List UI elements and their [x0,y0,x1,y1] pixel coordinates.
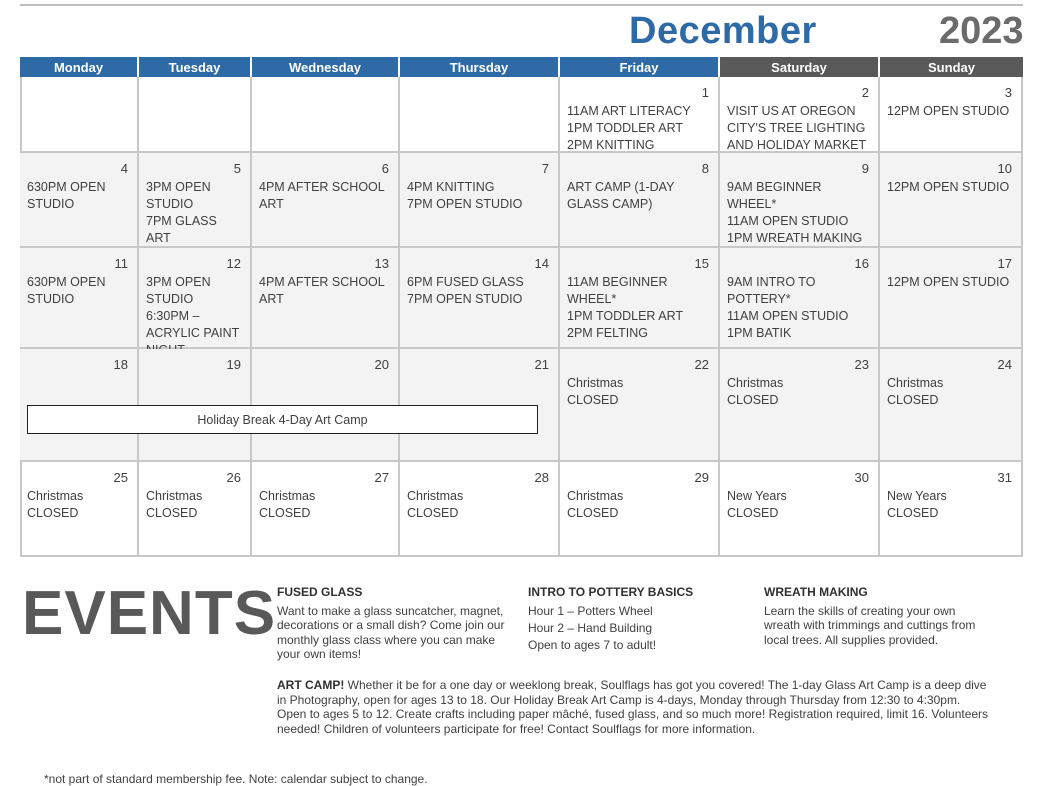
event-entry: CLOSED [887,393,939,407]
day-events [727,103,872,154]
day-number: 11 [114,256,128,271]
day-events [887,375,1015,409]
art-camp-label: ART CAMP! [277,678,345,692]
top-rule [20,4,1023,6]
day-number: 5 [233,161,241,176]
day-number: 9 [861,161,869,176]
event-entry: CLOSED [727,393,779,407]
day-events [727,375,872,409]
event-line: Open to ages 7 to adult! [528,637,657,652]
day-cell-1 [560,77,720,153]
event-entry: VISIT US AT OREGON CITY'S TREE LIGHTING AND HOLIDAY MARKET [727,104,867,152]
day-events [567,375,712,409]
event-pottery [528,585,748,655]
day-events [887,179,1015,196]
day-cell-7 [400,153,560,248]
day-number: 4 [120,161,128,176]
day-cell-6 [252,153,400,248]
day-cell-27 [252,462,400,557]
day-events [259,488,392,522]
event-entry: New Years [727,489,787,503]
event-fused-glass [277,585,507,662]
day-events [146,488,244,522]
event-entry: 11AM OPEN STUDIO [727,309,849,323]
day-events [887,274,1015,291]
event-entry: Christmas [567,376,624,390]
day-number: 13 [374,256,389,271]
event-entry: New Years [887,489,947,503]
day-number: 6 [381,161,389,176]
event-entry: 11AM BEGINNER WHEEL* [567,275,668,306]
event-entry: 7PM OPEN STUDIO [407,197,523,211]
event-entry: Christmas [727,376,784,390]
event-entry: Christmas [567,489,624,503]
day-number: 27 [374,470,389,485]
day-events [727,488,872,522]
year-title: 2023 [939,10,1024,52]
event-entry: CLOSED [407,506,459,520]
weekday-header-tuesday: Tuesday [139,57,252,77]
event-entry: Christmas [27,489,84,503]
day-events [887,488,1015,522]
event-entry: 12PM OPEN STUDIO [887,275,1010,289]
event-entry: 3PM OPEN STUDIO [146,275,211,306]
day-cell-empty-wednesday [252,77,400,153]
weekday-header-monday: Monday [20,57,139,77]
event-line: Hour 1 – Potters Wheel [528,603,653,618]
event-entry: CLOSED [27,506,79,520]
day-number: 26 [226,470,241,485]
day-cell-10 [880,153,1023,248]
event-entry: 11AM ART LITERACY [567,104,691,118]
event-entry: 4PM AFTER SCHOOL ART [259,180,385,211]
day-number: 25 [113,470,128,485]
day-number: 20 [374,357,389,372]
event-entry: CLOSED [567,506,619,520]
day-cell-empty-tuesday [139,77,252,153]
event-heading: FUSED GLASS [277,585,363,599]
event-entry: CLOSED [887,506,939,520]
weekday-header-wednesday: Wednesday [252,57,400,77]
day-events [146,274,244,359]
calendar-grid [20,77,1023,557]
day-number: 7 [541,161,549,176]
event-entry: ART CAMP (1-DAY GLASS CAMP) [567,180,675,211]
day-cell-12 [139,248,252,349]
weekday-header-sunday: Sunday [880,57,1023,77]
art-camp-paragraph [277,678,989,736]
day-cell-25 [20,462,139,557]
day-number: 1 [701,85,709,100]
day-number: 2 [861,85,869,100]
weekday-header-row [20,57,1023,77]
day-cell-26 [139,462,252,557]
day-number: 18 [113,357,128,372]
day-number: 8 [701,161,709,176]
day-cell-14 [400,248,560,349]
day-events [259,274,392,308]
event-entry: CLOSED [567,393,619,407]
day-cell-28 [400,462,560,557]
day-number: 23 [854,357,869,372]
day-number: 22 [694,357,709,372]
day-cell-16 [720,248,880,349]
day-events [887,103,1015,120]
event-entry: 630PM OPEN STUDIO [27,180,106,211]
day-number: 3 [1004,85,1012,100]
day-cell-13 [252,248,400,349]
event-entry: Christmas [887,376,944,390]
event-entry: 4PM KNITTING [407,180,495,194]
day-number: 16 [854,256,869,271]
day-events [567,488,712,522]
day-cell-15 [560,248,720,349]
weekday-header-thursday: Thursday [400,57,560,77]
event-entry: 12PM OPEN STUDIO [887,180,1010,194]
event-description: Learn the skills of creating your own wreath with trimmings and cuttings from local trees. All supplies provided. [764,603,976,647]
day-events [146,179,244,247]
event-entry: 6PM FUSED GLASS [407,275,524,289]
events-title: EVENTS [22,579,277,648]
day-cell-5 [139,153,252,248]
day-number: 14 [534,256,549,271]
event-entry: 9AM INTRO TO POTTERY* [727,275,816,306]
day-number: 29 [694,470,709,485]
event-entry: CLOSED [727,506,779,520]
day-cell-4 [20,153,139,248]
event-entry: 630PM OPEN STUDIO [27,275,106,306]
event-entry: 2PM KNITTING [567,138,655,152]
day-events [727,179,872,247]
day-events [727,274,872,342]
event-line: Hour 2 – Hand Building [528,620,653,635]
event-description: Want to make a glass suncatcher, magnet, decorations or a small dish? Come join our monthly glass class where you can make your own items! [277,603,505,661]
day-number: 28 [534,470,549,485]
day-cell-3 [880,77,1023,153]
event-entry: 1PM WREATH MAKING [727,231,863,245]
day-events [567,274,712,342]
event-entry: Christmas [146,489,203,503]
day-events [407,179,552,213]
day-number: 21 [534,357,549,372]
day-events [407,274,552,308]
day-number: 24 [997,357,1012,372]
day-cell-empty-monday [20,77,139,153]
day-number: 31 [997,470,1012,485]
holiday-break-banner: Holiday Break 4-Day Art Camp [27,405,538,434]
event-entry: 12PM OPEN STUDIO [887,104,1010,118]
event-entry: CLOSED [259,506,311,520]
day-cell-empty-thursday [400,77,560,153]
day-cell-11 [20,248,139,349]
day-cell-9 [720,153,880,248]
event-entry: 11AM OPEN STUDIO [727,214,849,228]
event-entry: 9AM BEGINNER WHEEL* [727,180,822,211]
event-entry: 3PM OPEN STUDIO [146,180,211,211]
footnote: *not part of standard membership fee. Note: calendar subject to change. [44,772,428,786]
day-cell-2 [720,77,880,153]
day-number: 15 [694,256,709,271]
day-events [567,103,712,154]
day-events [259,179,392,213]
day-number: 10 [997,161,1012,176]
day-cell-8 [560,153,720,248]
weekday-header-saturday: Saturday [720,57,880,77]
weekday-header-friday: Friday [560,57,720,77]
art-camp-body: Whether it be for a one day or weeklong break, Soulflags has got you covered! The 1-day Glass Art Camp is a deep dive in Photography, open for ages 13 to 18. Our Holiday Break Art Camp is 4-days, Monday through Thursday from 12:30 to 4:30pm. Open to ages 5 to 12. Create crafts including paper mâché, fused glass, and so much more! Registration required, limit 16. Volunteers needed! Children of volunteers participate for free! Contact Soulflags for more information. [277,678,989,736]
event-entry: 2PM FELTING [567,326,649,340]
event-entry: 1PM BATIK [727,326,792,340]
event-entry: CLOSED [146,506,198,520]
day-number: 12 [226,256,241,271]
event-entry: 7PM GLASS ART [146,214,217,245]
month-title: December [629,10,817,52]
day-cell-17 [880,248,1023,349]
event-entry: Christmas [259,489,316,503]
event-entry: 1PM TODDLER ART [567,309,684,323]
day-events [27,179,131,213]
day-cell-22 [560,349,720,462]
event-entry: 7PM OPEN STUDIO [407,292,523,306]
event-wreath-making [764,585,994,647]
day-cell-24 [880,349,1023,462]
day-cell-30 [720,462,880,557]
day-number: 30 [854,470,869,485]
day-events [407,488,552,522]
day-cell-31 [880,462,1023,557]
day-number: 17 [997,256,1012,271]
day-events [567,179,712,213]
event-heading: INTRO TO POTTERY BASICS [528,585,694,599]
day-cell-29 [560,462,720,557]
day-cell-23 [720,349,880,462]
day-events [27,488,131,522]
day-number: 19 [226,357,241,372]
event-entry: 4PM AFTER SCHOOL ART [259,275,385,306]
day-events [27,274,131,308]
event-heading: WREATH MAKING [764,585,868,599]
event-entry: 1PM TODDLER ART [567,121,684,135]
event-entry: 6:30PM – ACRYLIC PAINT [146,309,240,340]
event-entry: Christmas [407,489,464,503]
